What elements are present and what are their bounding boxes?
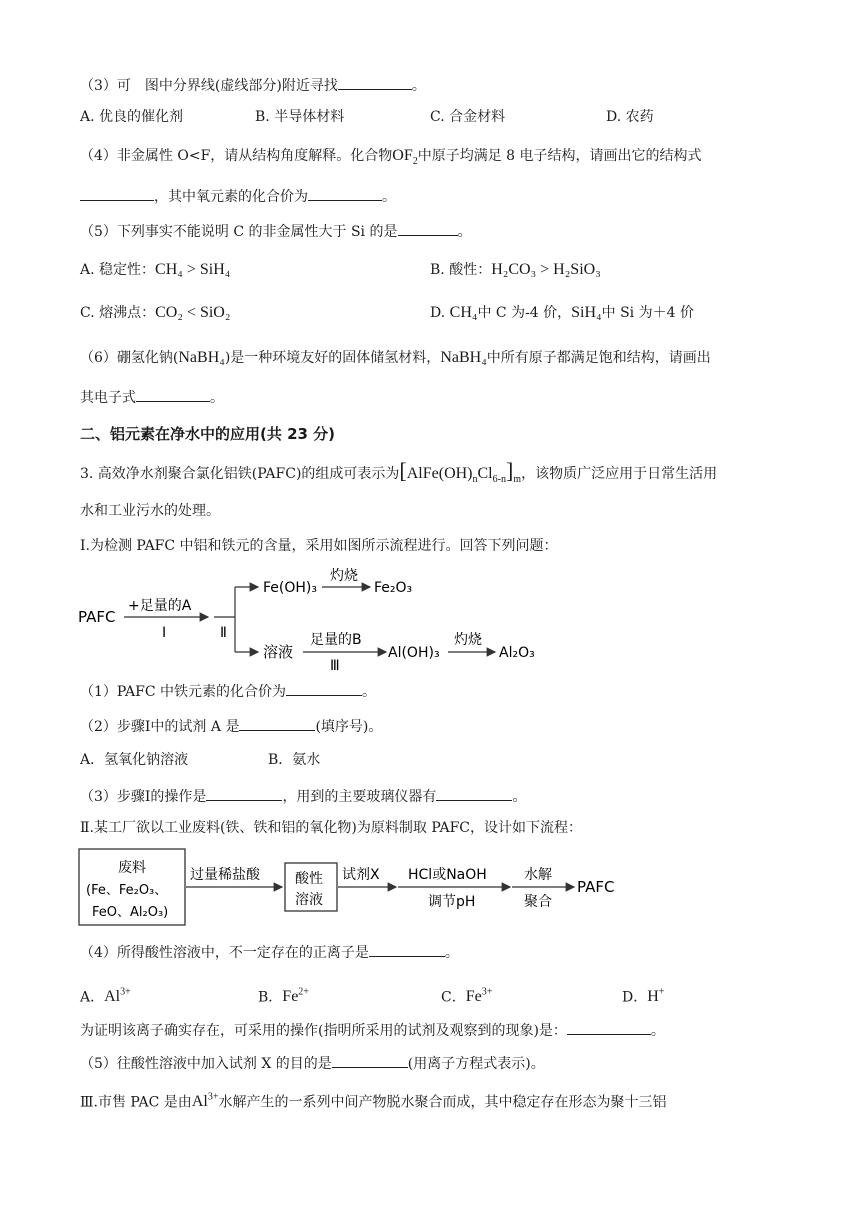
q4-option-b[interactable]: B．$Fe^{2+}$ — [258, 987, 309, 1006]
formula: H₂CO₃ > H₂SiO₃ — [491, 261, 601, 278]
q3-5-option-b[interactable]: B. 酸性：H₂CO₃ > H₂SiO₃ — [430, 261, 601, 278]
flow1-reagent-a: +足量的A — [128, 598, 192, 614]
flow2-polymerize: 聚合 — [524, 894, 552, 910]
answer-blank[interactable] — [80, 186, 154, 201]
formula: CH₄ > SiH₄ — [155, 261, 231, 278]
flow2-ph-bottom: 调节pH — [428, 894, 476, 910]
part-3-intro: Ⅲ.市售 PAC 是由$Al^{3+}$水解产生的一系列中间产物脱水聚合而成，其中稳定存在形态为聚十三铝 — [80, 1092, 667, 1111]
flow2-acidic-line1: 酸性 — [295, 871, 323, 887]
question-3-3: （3）可 图中分界线(虚线部分)附近寻找 。 — [80, 75, 426, 96]
answer-blank[interactable] — [308, 186, 382, 201]
formula: SiH₄ — [571, 304, 602, 321]
part-2-intro: Ⅱ.某工厂欲以工业废料(铁、铁和铝的氧化物)为原料制取 PAFC，设计如下流程： — [80, 820, 583, 836]
ion-formula: $Al^{3+}$ — [191, 1092, 219, 1111]
formula: CO₂ < SiO₂ — [155, 304, 231, 321]
part-2-q5: （5）往酸性溶液中加入试剂 X 的目的是 (用离子方程式表示)。 — [80, 1053, 545, 1074]
q3-3-option-c[interactable]: C. 合金材料 — [430, 109, 506, 125]
q3-5-option-d[interactable]: D. CH₄中 C 为-4 价，SiH₄中 Si 为＋4 价 — [430, 304, 694, 321]
flow1-reagent-b: 足量的B — [310, 632, 362, 648]
q3-3-option-d[interactable]: D. 农药 — [606, 109, 654, 125]
flow1-feoh3: Fe(OH)₃ — [263, 580, 317, 596]
q3-3-option-b[interactable]: B. 半导体材料 — [255, 109, 345, 125]
flow2-hydrolysis: 水解 — [524, 867, 552, 883]
q4-option-a[interactable]: A．$Al^{3+}$ — [80, 987, 131, 1006]
part-2-q4: （4）所得酸性溶液中，不一定存在的正离子是 。 — [80, 942, 459, 963]
ion-formula: $Al^{3+}$ — [104, 987, 131, 1006]
answer-blank[interactable] — [332, 1053, 408, 1068]
answer-blank[interactable] — [436, 786, 512, 801]
formula: CH₄ — [449, 304, 478, 321]
q3-3-stem-end: 图中分界线(虚线部分)附近寻找 — [144, 78, 338, 94]
answer-blank[interactable] — [239, 716, 315, 731]
answer-blank[interactable] — [286, 681, 362, 696]
flow1-aloh3: Al(OH)₃ — [388, 645, 440, 661]
q3-3-stem-start: （3）可 — [80, 78, 131, 94]
q3-3-option-a[interactable]: A. 优良的催化剂 — [80, 109, 184, 125]
flow1-al2o3: Al₂O₃ — [499, 645, 535, 661]
flow2-acidic-line2: 溶液 — [295, 892, 323, 908]
flow1-burn-2: 灼烧 — [454, 632, 482, 648]
formula: NaBH₄ — [178, 349, 225, 366]
section-heading: 二、铝元素在净水中的应用(共 23 分) — [80, 425, 336, 443]
flow2-waste-line2: (Fe、Fe₂O₃、 — [86, 883, 168, 898]
part-1-q1: （1）PAFC 中铁元素的化合价为 。 — [80, 681, 376, 702]
pafc-formula: $[AlFe(OH)_nCl_{6-n}]_m$ — [399, 458, 522, 486]
answer-blank[interactable] — [398, 221, 458, 236]
formula: NaBH₄ — [440, 349, 487, 366]
answer-blank[interactable] — [369, 942, 445, 957]
of2-formula: $OF_2$ — [392, 147, 418, 168]
question-3-intro: 3. 高效净水剂聚合氯化铝铁(PAFC)的组成可表示为$[AlFe(OH)_nCl_{6-n}]_m$，该物质广泛应用于日常生活用 — [80, 458, 718, 486]
flow1-step-1: Ⅰ — [162, 625, 167, 641]
ion-formula: H+ — [647, 987, 665, 1006]
part-1-intro: Ⅰ.为检测 PAFC 中铝和铁元的含量，采用如图所示流程进行。回答下列问题： — [80, 538, 558, 554]
q3-5-option-c[interactable]: C. 熔沸点：CO₂ < SiO₂ — [80, 304, 231, 321]
question-3-6: （6）硼氢化钠(NaBH₄)是一种环境友好的固体储氢材料，NaBH₄中所有原子都满足饱和结构，请画出 — [80, 349, 711, 366]
flow1-pafc: PAFC — [78, 608, 116, 626]
question-3-6-line2: 其电子式 。 — [80, 387, 224, 408]
flow1-step-3: Ⅲ — [330, 658, 340, 674]
flow2-ph-top: HCl或NaOH — [408, 867, 487, 883]
flow1-burn-1: 灼烧 — [330, 568, 358, 584]
flow2-reagent-x: 试剂X — [342, 867, 380, 883]
q2-option-b[interactable]: B．氨水 — [268, 752, 321, 768]
answer-blank[interactable] — [338, 75, 412, 90]
answer-blank[interactable] — [206, 786, 282, 801]
question-3-4-line2: ，其中氧元素的化合价为 。 — [80, 186, 396, 207]
flow1-solution: 溶液 — [263, 643, 294, 661]
flow2-acid: 过量稀盐酸 — [190, 867, 260, 883]
flow2-waste-line3: FeO、Al₂O₃) — [92, 905, 169, 920]
answer-blank[interactable] — [567, 1020, 651, 1035]
flow-diagram-1 — [70, 560, 570, 675]
part-1-q2: （2）步骤Ⅰ中的试剂 A 是 (填序号)。 — [80, 716, 382, 737]
answer-blank[interactable] — [136, 387, 210, 402]
ion-formula: $Fe^{2+}$ — [282, 987, 309, 1006]
flow1-fe2o3: Fe₂O₃ — [374, 580, 413, 596]
ion-formula: $Fe^{3+}$ — [465, 987, 493, 1006]
q3-5-option-a[interactable]: A. 稳定性：CH₄ > SiH₄ — [80, 261, 231, 278]
q2-option-a[interactable]: A．氢氧化钠溶液 — [80, 752, 189, 768]
flow2-product: PAFC — [577, 878, 615, 896]
q4-option-c[interactable]: C．$Fe^{3+}$ — [441, 987, 493, 1006]
flow2-waste: 废料 — [118, 860, 146, 876]
flow1-step-2: Ⅱ — [220, 625, 227, 641]
q4-option-d[interactable]: D．H+ — [622, 987, 665, 1006]
part-2-q4-follow: 为证明该离子确实存在，可采用的操作(指明所采用的试剂及观察到的现象)是： 。 — [80, 1020, 665, 1041]
flow-diagram-2 — [78, 846, 638, 930]
question-3-4: （4）非金属性 O<F，请从结构角度解释。化合物$OF_2$中原子均满足 8 电子结构，请画出它的结构式 — [80, 147, 702, 168]
question-3-5: （5）下列事实不能说明 C 的非金属性大于 Si 的是 。 — [80, 221, 472, 242]
question-3-intro-line2: 水和工业污水的处理。 — [80, 503, 220, 519]
part-1-q3: （3）步骤Ⅰ的操作是 ，用到的主要玻璃仪器有 。 — [80, 786, 526, 807]
